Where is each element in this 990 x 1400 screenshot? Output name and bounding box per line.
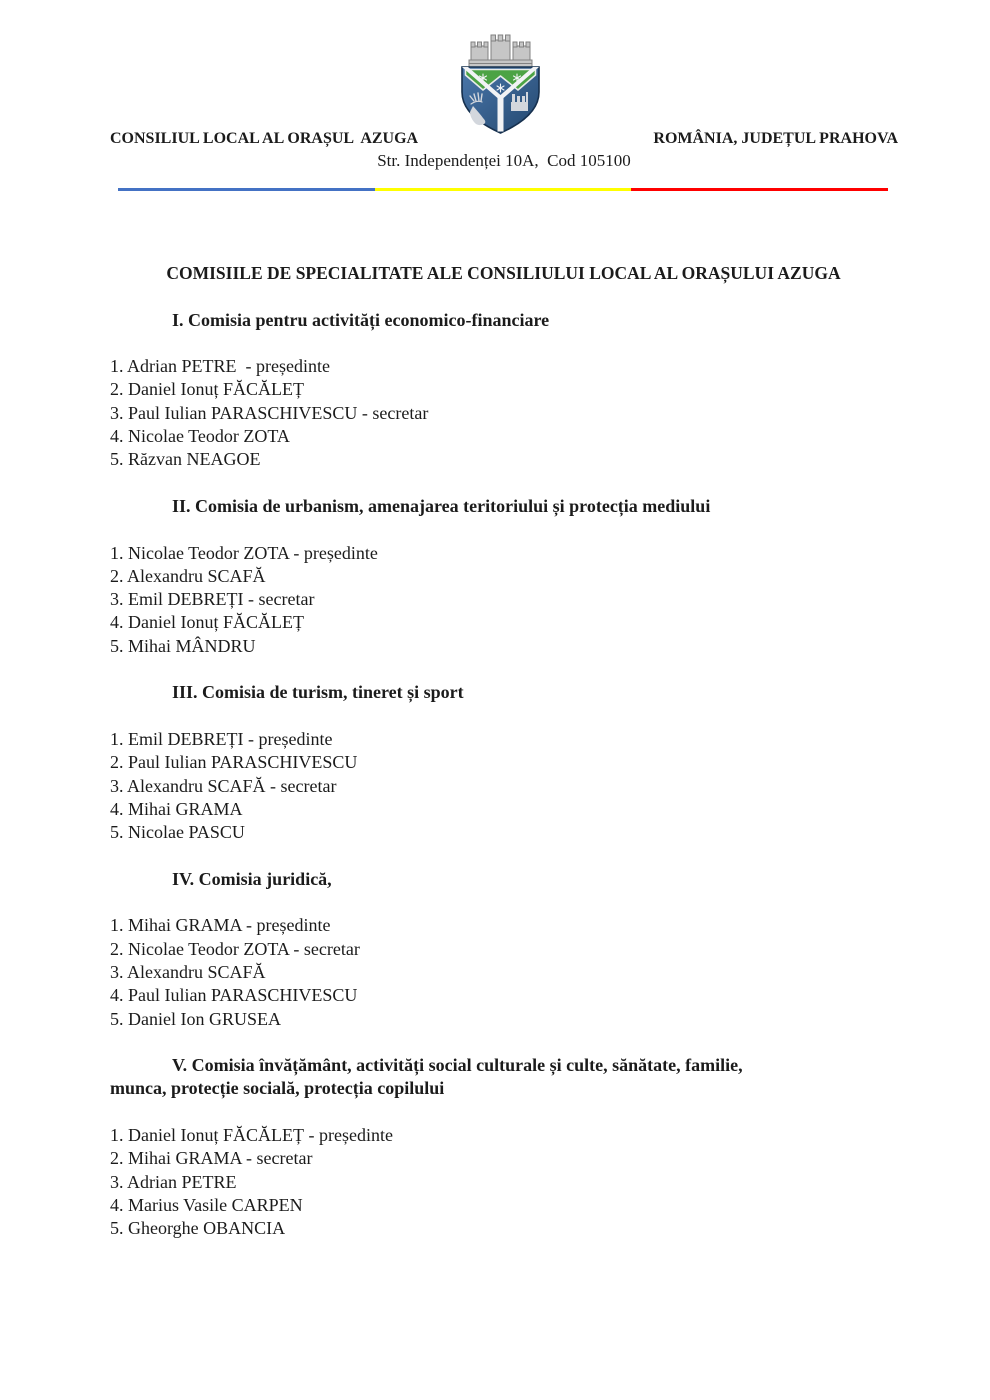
commission-heading (110, 495, 897, 518)
heading-text: I. Comisia pentru activități economico-financiare (172, 309, 550, 330)
member-item: 5. Răzvan NEAGOE (110, 449, 261, 470)
member-item: 5. Mihai MÂNDRU (110, 635, 256, 656)
member-item: 4. Daniel Ionuț FĂCĂLEȚ (110, 612, 304, 633)
member-item: 4. Nicolae Teodor ZOTA (110, 426, 290, 447)
flag-segment-red (631, 188, 888, 191)
member-item: 3. Emil DEBREȚI - secretar (110, 589, 315, 610)
mural-crown (469, 35, 532, 67)
member-item: 4. Marius Vasile CARPEN (110, 1194, 303, 1215)
commission-heading (110, 681, 897, 704)
document-header (110, 128, 898, 149)
commission-section-1 (110, 309, 897, 472)
commission-section-2 (110, 495, 897, 658)
member-item: 1. Daniel Ionuț FĂCĂLEȚ - președinte (110, 1124, 393, 1145)
member-item: 2. Mihai GRAMA - secretar (110, 1148, 313, 1169)
heading-text: V. Comisia învățământ, activități social culturale și culte, sănătate, familie, (172, 1055, 743, 1076)
heading-text: IV. Comisia juridică, (172, 868, 332, 889)
member-item: 1. Emil DEBREȚI - președinte (110, 728, 333, 749)
member-item: 5. Gheorghe OBANCIA (110, 1218, 286, 1239)
member-item: 3. Adrian PETRE (110, 1171, 237, 1192)
coat-of-arms-icon (456, 34, 546, 136)
member-item: 1. Adrian PETRE - președinte (110, 356, 330, 377)
commission-heading (110, 309, 897, 332)
commission-section-3 (110, 681, 897, 844)
member-item: 5. Nicolae PASCU (110, 822, 245, 843)
flag-segment-yellow (375, 188, 632, 191)
shield (462, 67, 539, 133)
heading-text: III. Comisia de turism, tineret și sport (172, 682, 464, 703)
member-item: 2. Daniel Ionuț FĂCĂLEȚ (110, 379, 304, 400)
member-item: 2. Nicolae Teodor ZOTA - secretar (110, 938, 360, 959)
member-list (110, 728, 897, 844)
member-item: 1. Nicolae Teodor ZOTA - președinte (110, 542, 378, 563)
member-list (110, 914, 897, 1030)
member-list (110, 1124, 897, 1240)
council-name: CONSILIUL LOCAL AL ORAȘUL AZUGA (110, 130, 419, 147)
member-item: 4. Paul Iulian PARASCHIVESCU (110, 985, 358, 1006)
member-item: 3. Alexandru SCAFĂ - secretar (110, 775, 337, 796)
member-item: 2. Paul Iulian PARASCHIVESCU (110, 752, 358, 773)
member-item: 3. Paul Iulian PARASCHIVESCU - secretar (110, 402, 429, 423)
member-item: 3. Alexandru SCAFĂ (110, 961, 266, 982)
region-name: ROMÂNIA, JUDEȚUL PRAHOVA (653, 130, 898, 147)
member-item: 5. Daniel Ion GRUSEA (110, 1008, 281, 1029)
member-item: 2. Alexandru SCAFĂ (110, 565, 266, 586)
commission-heading (110, 1054, 897, 1101)
member-item: 1. Mihai GRAMA - președinte (110, 915, 331, 936)
member-list (110, 355, 897, 471)
member-list (110, 542, 897, 658)
commission-section-4 (110, 868, 897, 1031)
document-title: COMISIILE DE SPECIALITATE ALE CONSILIULUI LOCAL AL ORAȘULUI AZUGA (166, 263, 841, 283)
flag-segment-blue (118, 188, 375, 191)
address-line: Str. Independenței 10A, Cod 105100 (377, 151, 631, 170)
commission-heading (110, 868, 897, 891)
heading-text: munca, protecție socială, protecția copilului (110, 1078, 445, 1099)
commission-section-5 (110, 1054, 897, 1240)
member-item: 4. Mihai GRAMA (110, 798, 243, 819)
document-body (110, 262, 897, 1264)
heading-text: II. Comisia de urbanism, amenajarea teritoriului și protecția mediului (172, 495, 711, 516)
flag-divider (118, 188, 888, 191)
